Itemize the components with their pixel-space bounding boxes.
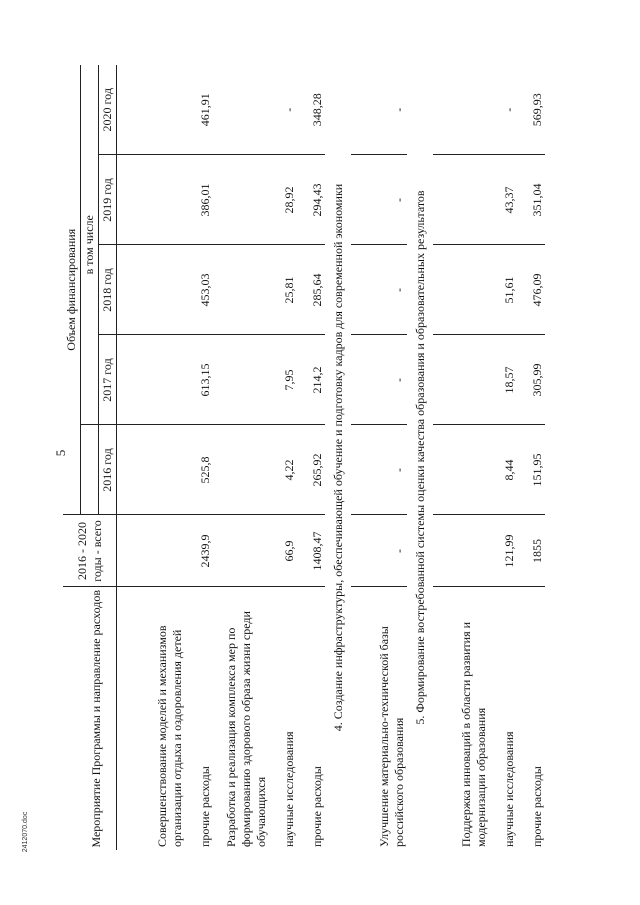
header-year-2016: 2016 год bbox=[99, 425, 117, 515]
table-row bbox=[117, 65, 186, 850]
row-value-2018: 51,61 bbox=[489, 245, 517, 335]
header-year-2017: 2017 год bbox=[99, 335, 117, 425]
row-value-2019: 386,01 bbox=[185, 155, 213, 245]
row-name: прочие расходы bbox=[310, 766, 324, 847]
table-row bbox=[517, 65, 545, 850]
row-value-2017: 305,99 bbox=[517, 335, 545, 425]
row-name: Поддержка инноваций в области развития и модернизации образования bbox=[459, 621, 488, 847]
row-value-2017: 613,15 bbox=[185, 335, 213, 425]
header-year-2020: 2020 год bbox=[99, 65, 117, 155]
row-total: 1855 bbox=[517, 515, 545, 587]
row-name: научные исследования bbox=[282, 731, 296, 847]
row-name: Улучшение материально-технической базы российского образования bbox=[377, 626, 406, 847]
table-row bbox=[489, 65, 517, 850]
header-year-2019: 2019 год bbox=[99, 155, 117, 245]
row-value-2018: 25,81 bbox=[269, 245, 297, 335]
row-value-2017: 18,57 bbox=[489, 335, 517, 425]
table-row bbox=[297, 65, 325, 850]
row-value-2018: 285,64 bbox=[297, 245, 325, 335]
row-total: - bbox=[351, 515, 407, 587]
row-value-2016: 8,44 bbox=[489, 425, 517, 515]
row-name: научные исследования bbox=[502, 731, 516, 847]
row-value-2020: - bbox=[351, 65, 407, 155]
section-heading-row bbox=[325, 65, 351, 850]
row-value-2017: - bbox=[351, 335, 407, 425]
page-number: 5 bbox=[53, 449, 68, 457]
row-value-2019: 28,92 bbox=[269, 155, 297, 245]
row-name: Разработка и реализация комплекса мер по формированию здорового образа жизни среди обучающихся bbox=[224, 611, 268, 847]
row-value-2020: 348,28 bbox=[297, 65, 325, 155]
header-total-column: 2016 - 2020 годы - всего bbox=[63, 515, 117, 587]
section-heading-row bbox=[407, 65, 433, 850]
row-value-2016: 4,22 bbox=[269, 425, 297, 515]
financing-table-container bbox=[63, 65, 611, 850]
document-filename: 2412070.doc bbox=[22, 811, 29, 853]
financing-table bbox=[63, 65, 545, 850]
row-name: прочие расходы bbox=[530, 766, 544, 847]
row-total: 121,99 bbox=[489, 515, 517, 587]
header-financing-group: Объем финансирования bbox=[63, 65, 81, 515]
row-value-2018: - bbox=[351, 245, 407, 335]
row-value-2016: 525,8 bbox=[185, 425, 213, 515]
row-value-2020: - bbox=[269, 65, 297, 155]
row-name: прочие расходы bbox=[198, 766, 212, 847]
table-row bbox=[433, 65, 489, 850]
row-value-2020: 569,93 bbox=[517, 65, 545, 155]
row-value-2016: 151,95 bbox=[517, 425, 545, 515]
table-row bbox=[351, 65, 407, 850]
table-row bbox=[185, 65, 213, 850]
row-value-2020: 461,91 bbox=[185, 65, 213, 155]
table-row bbox=[213, 65, 269, 850]
row-value-2016: - bbox=[351, 425, 407, 515]
row-value-2019: 351,04 bbox=[517, 155, 545, 245]
header-name-column: Мероприятие Программы и направление расходов bbox=[63, 587, 117, 850]
table-row bbox=[269, 65, 297, 850]
section-heading: 4. Создание инфраструктуры, обеспечивающей обучение и подготовку кадров для современной экономики bbox=[330, 183, 345, 732]
row-value-2017: 214,2 bbox=[297, 335, 325, 425]
row-total: 66,9 bbox=[269, 515, 297, 587]
row-name: Совершенствование моделей и механизмов организации отдыха и оздоровления детей bbox=[155, 625, 184, 847]
row-value-2020: - bbox=[489, 65, 517, 155]
row-total: 1408,47 bbox=[297, 515, 325, 587]
row-value-2019: - bbox=[351, 155, 407, 245]
row-value-2016: 265,92 bbox=[297, 425, 325, 515]
section-heading: 5. Формирование востребованной системы оценки качества образования и образовательных результатов bbox=[412, 190, 427, 725]
row-value-2018: 453,03 bbox=[185, 245, 213, 335]
row-value-2019: 43,37 bbox=[489, 155, 517, 245]
header-year-2018: 2018 год bbox=[99, 245, 117, 335]
row-value-2017: 7,95 bbox=[269, 335, 297, 425]
row-value-2018: 476,09 bbox=[517, 245, 545, 335]
row-total: 2439,9 bbox=[185, 515, 213, 587]
row-value-2019: 294,43 bbox=[297, 155, 325, 245]
header-subgroup: в том числе bbox=[81, 65, 99, 425]
